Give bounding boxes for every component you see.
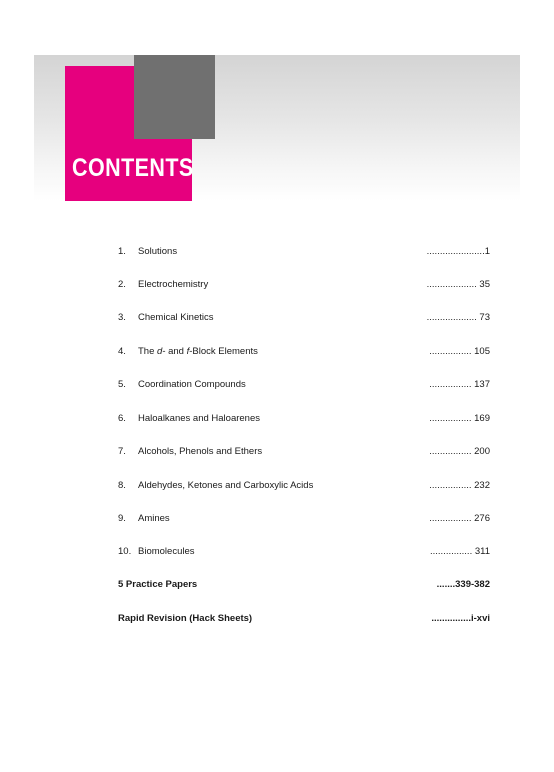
entry-page: ................ 311 (429, 546, 490, 557)
entry-title: Haloalkanes and Haloarenes (138, 413, 260, 424)
entry-title: Aldehydes, Ketones and Carboxylic Acids (138, 480, 314, 491)
toc-entry-practice-papers[interactable] (118, 577, 490, 593)
entry-page: ................ 169 (429, 413, 490, 424)
toc-entry[interactable] (118, 310, 490, 326)
page-title: CONTENTS (72, 154, 194, 182)
entry-title: Solutions (138, 246, 178, 257)
entry-number: 5. (118, 379, 126, 390)
entry-page: .......339-382 (436, 579, 490, 590)
toc-entry[interactable] (118, 277, 490, 293)
entry-title: Alcohols, Phenols and Ethers (138, 446, 263, 457)
entry-page: ...............i-xvi (431, 613, 490, 624)
entry-title: Rapid Revision (Hack Sheets) (118, 613, 253, 624)
entry-title: 5 Practice Papers (118, 579, 198, 590)
entry-page: ......................1 (426, 246, 490, 257)
toc-entry-rapid-revision[interactable] (118, 611, 490, 627)
entry-number: 9. (118, 513, 126, 524)
entry-page: ................... 35 (426, 279, 490, 290)
entry-number: 6. (118, 413, 126, 424)
entry-number: 3. (118, 312, 126, 323)
entry-page: ................ 105 (429, 346, 490, 357)
entry-page: ................ 200 (429, 446, 490, 457)
grey-accent-block (134, 55, 215, 139)
entry-title: Chemical Kinetics (138, 312, 214, 323)
entry-title: Electrochemistry (138, 279, 209, 290)
toc-entry[interactable] (118, 444, 490, 460)
toc-entry[interactable] (118, 344, 490, 360)
toc-entry[interactable] (118, 544, 490, 560)
entry-number: 10. (118, 546, 132, 557)
toc-entry[interactable] (118, 377, 490, 393)
entry-title: Coordination Compounds (138, 379, 246, 390)
entry-page: ................ 137 (429, 379, 490, 390)
toc-entry[interactable] (118, 244, 490, 260)
entry-page: ................ 232 (429, 480, 490, 491)
entry-title: Amines (138, 513, 170, 524)
entry-number: 1. (118, 246, 126, 257)
entry-title: The d- and f-Block Elements (138, 346, 258, 357)
entry-title: Biomolecules (138, 546, 195, 557)
entry-page: ................... 73 (426, 312, 490, 323)
toc-entry[interactable] (118, 478, 490, 494)
entry-page: ................ 276 (429, 513, 490, 524)
entry-number: 7. (118, 446, 126, 457)
entry-number: 2. (118, 279, 126, 290)
entry-number: 8. (118, 480, 126, 491)
toc-entry[interactable] (118, 411, 490, 427)
entry-number: 4. (118, 346, 126, 357)
toc-entry[interactable] (118, 511, 490, 527)
